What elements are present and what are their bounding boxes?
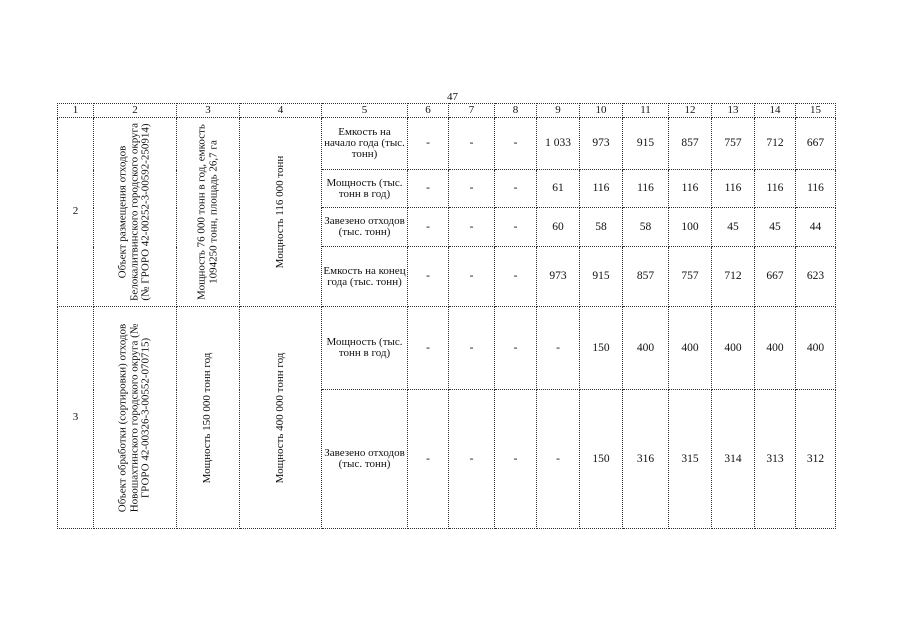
value-cell: 116 [669, 170, 712, 208]
value-cell: 757 [712, 118, 755, 170]
value-cell: - [408, 247, 449, 307]
value-cell: - [495, 247, 537, 307]
value-cell: 915 [623, 118, 669, 170]
value-cell: 757 [669, 247, 712, 307]
value-cell: 973 [580, 118, 623, 170]
header-cell: 4 [240, 104, 322, 118]
value-cell: - [495, 208, 537, 247]
value-cell: 400 [712, 307, 755, 390]
value-cell: - [537, 390, 580, 529]
data-table [57, 103, 836, 529]
header-cell: 2 [94, 104, 177, 118]
value-cell: 116 [712, 170, 755, 208]
value-cell: 400 [796, 307, 836, 390]
value-cell: 116 [796, 170, 836, 208]
value-cell: 312 [796, 390, 836, 529]
header-cell: 11 [623, 104, 669, 118]
value-cell: 712 [712, 247, 755, 307]
header-cell: 15 [796, 104, 836, 118]
value-cell: 116 [755, 170, 796, 208]
value-cell: 60 [537, 208, 580, 247]
value-cell: 316 [623, 390, 669, 529]
value-cell: 313 [755, 390, 796, 529]
metric-label: Емкость на конец года (тыс. тонн) [322, 247, 408, 307]
planned-capacity-cell [240, 118, 322, 307]
header-cell: 1 [58, 104, 94, 118]
value-cell: - [449, 118, 495, 170]
header-cell: 9 [537, 104, 580, 118]
value-cell: 45 [755, 208, 796, 247]
value-cell: 100 [669, 208, 712, 247]
object-capacity-cell [177, 307, 240, 529]
value-cell: - [449, 208, 495, 247]
value-cell: - [495, 390, 537, 529]
object-name: Объект размещения отходов Белокалитвинского городского округа (№ ГРОРО 42-00252-3-00592-250914) [116, 123, 152, 301]
value-cell: 44 [796, 208, 836, 247]
object-name-cell [94, 307, 177, 529]
planned-capacity: Мощность 116 000 тонн [273, 155, 286, 269]
header-cell: 12 [669, 104, 712, 118]
value-cell: 61 [537, 170, 580, 208]
value-cell: - [449, 247, 495, 307]
header-cell: 3 [177, 104, 240, 118]
value-cell: 857 [623, 247, 669, 307]
value-cell: 623 [796, 247, 836, 307]
metric-label: Мощность (тыс. тонн в год) [322, 170, 408, 208]
value-cell: - [408, 170, 449, 208]
value-cell: 150 [580, 390, 623, 529]
value-cell: 45 [712, 208, 755, 247]
value-cell: - [449, 307, 495, 390]
header-row [58, 104, 836, 118]
metric-label: Мощность (тыс. тонн в год) [322, 307, 408, 390]
header-cell: 5 [322, 104, 408, 118]
value-cell: - [408, 390, 449, 529]
value-cell: - [495, 307, 537, 390]
object-capacity: Мощность 150 000 тонн год [201, 352, 214, 483]
value-cell: 315 [669, 390, 712, 529]
value-cell: - [408, 208, 449, 247]
value-cell: 857 [669, 118, 712, 170]
value-cell: 915 [580, 247, 623, 307]
value-cell: 400 [755, 307, 796, 390]
value-cell: - [408, 307, 449, 390]
value-cell: 667 [796, 118, 836, 170]
value-cell: 116 [580, 170, 623, 208]
value-cell: 116 [623, 170, 669, 208]
value-cell: 973 [537, 247, 580, 307]
value-cell: 150 [580, 307, 623, 390]
value-cell: - [495, 118, 537, 170]
value-cell: - [449, 390, 495, 529]
header-cell: 14 [755, 104, 796, 118]
value-cell: - [449, 170, 495, 208]
value-cell: 58 [580, 208, 623, 247]
page-number: 47 [447, 91, 458, 103]
object-capacity-cell [177, 118, 240, 307]
value-cell: 400 [623, 307, 669, 390]
object-name: Объект обработки (сортировки) отходов Новошахтинского городского округа (№ ГРОРО 42-00326-3-00552-070715) [116, 323, 152, 512]
metric-label: Завезено отходов (тыс. тонн) [322, 208, 408, 247]
value-cell: - [537, 307, 580, 390]
header-cell: 13 [712, 104, 755, 118]
row-id: 3 [58, 307, 94, 529]
value-cell: - [495, 170, 537, 208]
header-cell: 8 [495, 104, 537, 118]
value-cell: - [408, 118, 449, 170]
value-cell: 667 [755, 247, 796, 307]
metric-label: Емкость на начало года (тыс. тонн) [322, 118, 408, 170]
value-cell: 58 [623, 208, 669, 247]
value-cell: 1 033 [537, 118, 580, 170]
object-capacity: Мощность 76 000 тонн в год, емкость 1094250 тонн, площадь 26,7 га [195, 124, 219, 300]
planned-capacity-cell [240, 307, 322, 529]
value-cell: 400 [669, 307, 712, 390]
header-cell: 7 [449, 104, 495, 118]
row-id: 2 [58, 118, 94, 307]
header-cell: 10 [580, 104, 623, 118]
table-row [58, 118, 836, 170]
value-cell: 712 [755, 118, 796, 170]
table-row [58, 307, 836, 390]
planned-capacity: Мощность 400 000 тонн год [273, 352, 286, 483]
header-cell: 6 [408, 104, 449, 118]
value-cell: 314 [712, 390, 755, 529]
metric-label: Завезено отходов (тыс. тонн) [322, 390, 408, 529]
object-name-cell [94, 118, 177, 307]
